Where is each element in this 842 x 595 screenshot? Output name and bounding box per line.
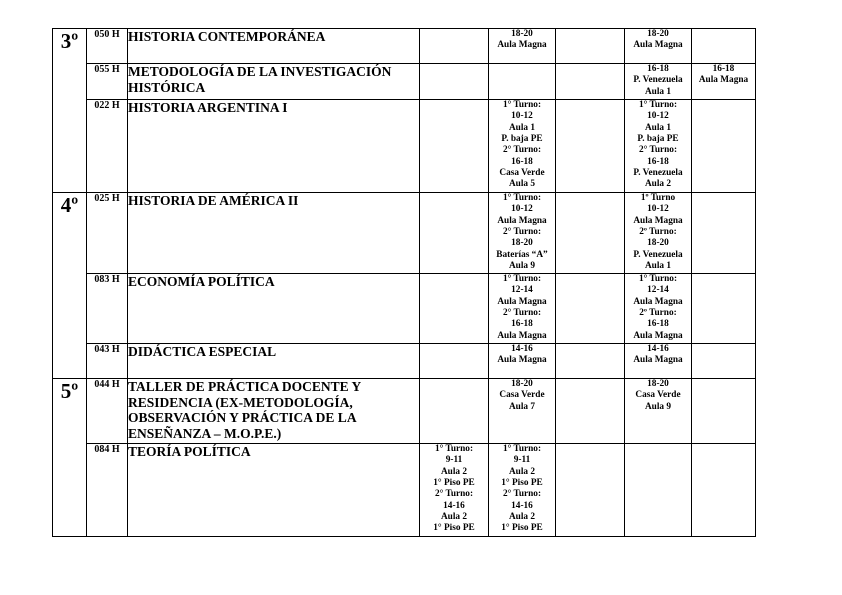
- schedule-line: Aula 7: [508, 401, 536, 412]
- schedule-cell: [420, 444, 489, 537]
- course-name: ECONOMÍA POLÍTICA: [128, 274, 420, 344]
- course-name: TALLER DE PRÁCTICA DOCENTE Y RESIDENCIA (EX-METODOLOGÍA, OBSERVACIÓN Y PRÁCTICA DE LA ENSEÑANZA – M.O.P.E.): [128, 379, 420, 444]
- schedule-line: Aula 9: [508, 261, 536, 272]
- table-row: [53, 344, 756, 379]
- course-code: 043 H: [87, 344, 128, 379]
- schedule-line: 2° Turno:: [502, 145, 542, 156]
- course-code: 044 H: [87, 379, 128, 444]
- schedule-line: P. Venezuela: [633, 249, 683, 260]
- year-cell: 4º: [53, 193, 87, 379]
- schedule-cell: [489, 379, 556, 444]
- schedule-line: 1° Turno:: [502, 274, 542, 284]
- schedule-line: 16-18: [647, 319, 669, 330]
- table-row: [53, 274, 756, 344]
- schedule-cell: [625, 444, 692, 537]
- schedule-cell: [556, 274, 625, 344]
- schedule-line: Aula 2: [508, 512, 536, 523]
- schedule-cell: [692, 29, 756, 64]
- schedule-cell: [420, 64, 489, 100]
- schedule-line: Aula 5: [508, 179, 536, 190]
- schedule-line: 2º Turno:: [639, 308, 677, 319]
- schedule-cell: [625, 64, 692, 100]
- schedule-cell: [625, 379, 692, 444]
- schedule-line: Aula Magna: [633, 296, 683, 307]
- schedule-line: 1° Turno:: [638, 100, 678, 110]
- schedule-cell: [420, 29, 489, 64]
- schedule-line: 9-11: [445, 455, 463, 466]
- schedule-cell: [556, 379, 625, 444]
- schedule-cell: [556, 29, 625, 64]
- schedule-line: Aula 9: [644, 401, 672, 412]
- schedule-cell: [489, 29, 556, 64]
- schedule-line: Aula Magna: [497, 355, 547, 366]
- schedule-line: 9-11: [513, 455, 531, 466]
- schedule-line: 14-16: [443, 500, 465, 511]
- schedule-line: Casa Verde: [635, 390, 681, 401]
- schedule-line: Casa Verde: [499, 168, 545, 179]
- schedule-line: 1º Turno: [640, 193, 676, 203]
- table-row: [53, 379, 756, 444]
- year-cell: 3º: [53, 29, 87, 193]
- schedule-line: 2° Turno:: [638, 145, 678, 156]
- schedule-line: Aula 1: [508, 122, 536, 133]
- schedule-cell: [489, 100, 556, 193]
- course-code: 083 H: [87, 274, 128, 344]
- schedule-line: 1° Piso PE: [501, 478, 543, 489]
- schedule-cell: [489, 274, 556, 344]
- course-name: METODOLOGÍA DE LA INVESTIGACIÓN HISTÓRICA: [128, 64, 420, 100]
- schedule-cell: [420, 379, 489, 444]
- schedule-cell: [420, 344, 489, 379]
- schedule-cell: [625, 29, 692, 64]
- schedule-line: 1° Turno:: [434, 444, 474, 454]
- schedule-line: 14-16: [511, 500, 533, 511]
- schedule-line: 16-18: [511, 156, 533, 167]
- course-code: 022 H: [87, 100, 128, 193]
- schedule-line: Aula Magna: [497, 330, 547, 341]
- course-code: 025 H: [87, 193, 128, 274]
- schedule-line: 18-20: [647, 238, 669, 249]
- schedule-cell: [556, 344, 625, 379]
- schedule-line: 1° Piso PE: [433, 478, 475, 489]
- schedule-line: Aula 2: [644, 179, 672, 190]
- schedule-cell: [625, 344, 692, 379]
- schedule-line: Baterías “A”: [496, 249, 548, 260]
- schedule-cell: [625, 274, 692, 344]
- schedule-cell: [692, 379, 756, 444]
- schedule-line: 18-20: [511, 29, 533, 39]
- course-name: DIDÁCTICA ESPECIAL: [128, 344, 420, 379]
- schedule-line: Aula 1: [644, 122, 672, 133]
- schedule-line: Aula Magna: [698, 75, 749, 86]
- schedule-line: 1° Turno:: [502, 100, 542, 110]
- schedule-line: Aula 2: [508, 466, 536, 477]
- schedule-line: Aula Magna: [633, 40, 683, 51]
- schedule-line: 2º Turno:: [639, 227, 677, 238]
- table-row: [53, 444, 756, 537]
- schedule-line: P. baja PE: [501, 134, 543, 145]
- course-name: HISTORIA DE AMÉRICA II: [128, 193, 420, 274]
- schedule-line: Aula Magna: [497, 296, 547, 307]
- schedule-line: P. Venezuela: [633, 75, 683, 86]
- schedule-line: 16-18: [712, 64, 735, 74]
- schedule-line: Aula Magna: [497, 40, 547, 51]
- table-row: [53, 29, 756, 64]
- schedule-cell: [692, 444, 756, 537]
- schedule-line: 10-12: [511, 111, 533, 122]
- schedule-line: 18-20: [511, 379, 533, 389]
- schedule-line: 16-18: [647, 156, 669, 167]
- table-row: [53, 100, 756, 193]
- course-code: 055 H: [87, 64, 128, 100]
- schedule-line: 2° Turno:: [502, 489, 542, 500]
- course-name: TEORÍA POLÍTICA: [128, 444, 420, 537]
- schedule-cell: [625, 100, 692, 193]
- schedule-line: Aula Magna: [633, 355, 683, 366]
- schedule-line: 10-12: [647, 204, 669, 215]
- schedule-line: 14-16: [511, 344, 533, 354]
- schedule-cell: [420, 274, 489, 344]
- course-code: 084 H: [87, 444, 128, 537]
- schedule-cell: [625, 193, 692, 274]
- schedule-cell: [556, 64, 625, 100]
- course-name: HISTORIA CONTEMPORÁNEA: [128, 29, 420, 64]
- schedule-cell: [556, 444, 625, 537]
- schedule-line: Aula Magna: [633, 330, 683, 341]
- schedule-line: 1° Piso PE: [501, 523, 543, 534]
- schedule-line: Aula 1: [644, 86, 672, 97]
- schedule-line: 2° Turno:: [502, 227, 542, 238]
- schedule-line: Aula 2: [440, 466, 468, 477]
- schedule-cell: [692, 344, 756, 379]
- schedule-line: 12-14: [511, 285, 533, 296]
- schedule-cell: [489, 444, 556, 537]
- schedule-line: 18-20: [647, 29, 669, 39]
- schedule-line: 1° Turno:: [638, 274, 678, 284]
- schedule-line: Aula Magna: [633, 215, 683, 226]
- schedule-cell: [692, 100, 756, 193]
- year-cell: 5º: [53, 379, 87, 537]
- schedule-line: 16-18: [647, 64, 669, 74]
- table-row: [53, 193, 756, 274]
- schedule-line: 2° Turno:: [502, 308, 542, 319]
- schedule-cell: [489, 193, 556, 274]
- schedule-line: 2° Turno:: [434, 489, 474, 500]
- schedule-cell: [692, 274, 756, 344]
- schedule-line: 1° Turno:: [502, 193, 542, 203]
- schedule-line: Aula 1: [644, 261, 672, 272]
- schedule-cell: [692, 193, 756, 274]
- schedule-line: 18-20: [647, 379, 669, 389]
- schedule-line: 14-16: [647, 344, 669, 354]
- schedule-cell: [556, 100, 625, 193]
- schedule-line: 1° Piso PE: [433, 523, 475, 534]
- schedule-line: 10-12: [511, 204, 533, 215]
- schedule-line: Casa Verde: [499, 390, 545, 401]
- schedule-table: [52, 28, 756, 537]
- schedule-cell: [489, 64, 556, 100]
- schedule-cell: [556, 193, 625, 274]
- schedule-line: 1° Turno:: [502, 444, 542, 454]
- schedule-line: 10-12: [647, 111, 669, 122]
- schedule-cell: [420, 193, 489, 274]
- course-code: 050 H: [87, 29, 128, 64]
- schedule-line: 12-14: [647, 285, 669, 296]
- schedule-line: P. Venezuela: [633, 168, 683, 179]
- table-row: [53, 64, 756, 100]
- schedule-cell: [489, 344, 556, 379]
- schedule-line: P. baja PE: [637, 134, 679, 145]
- schedule-cell: [420, 100, 489, 193]
- course-name: HISTORIA ARGENTINA I: [128, 100, 420, 193]
- schedule-cell: [692, 64, 756, 100]
- schedule-line: 18-20: [511, 238, 533, 249]
- schedule-line: 16-18: [511, 319, 533, 330]
- schedule-line: Aula Magna: [497, 215, 547, 226]
- schedule-line: Aula 2: [440, 512, 468, 523]
